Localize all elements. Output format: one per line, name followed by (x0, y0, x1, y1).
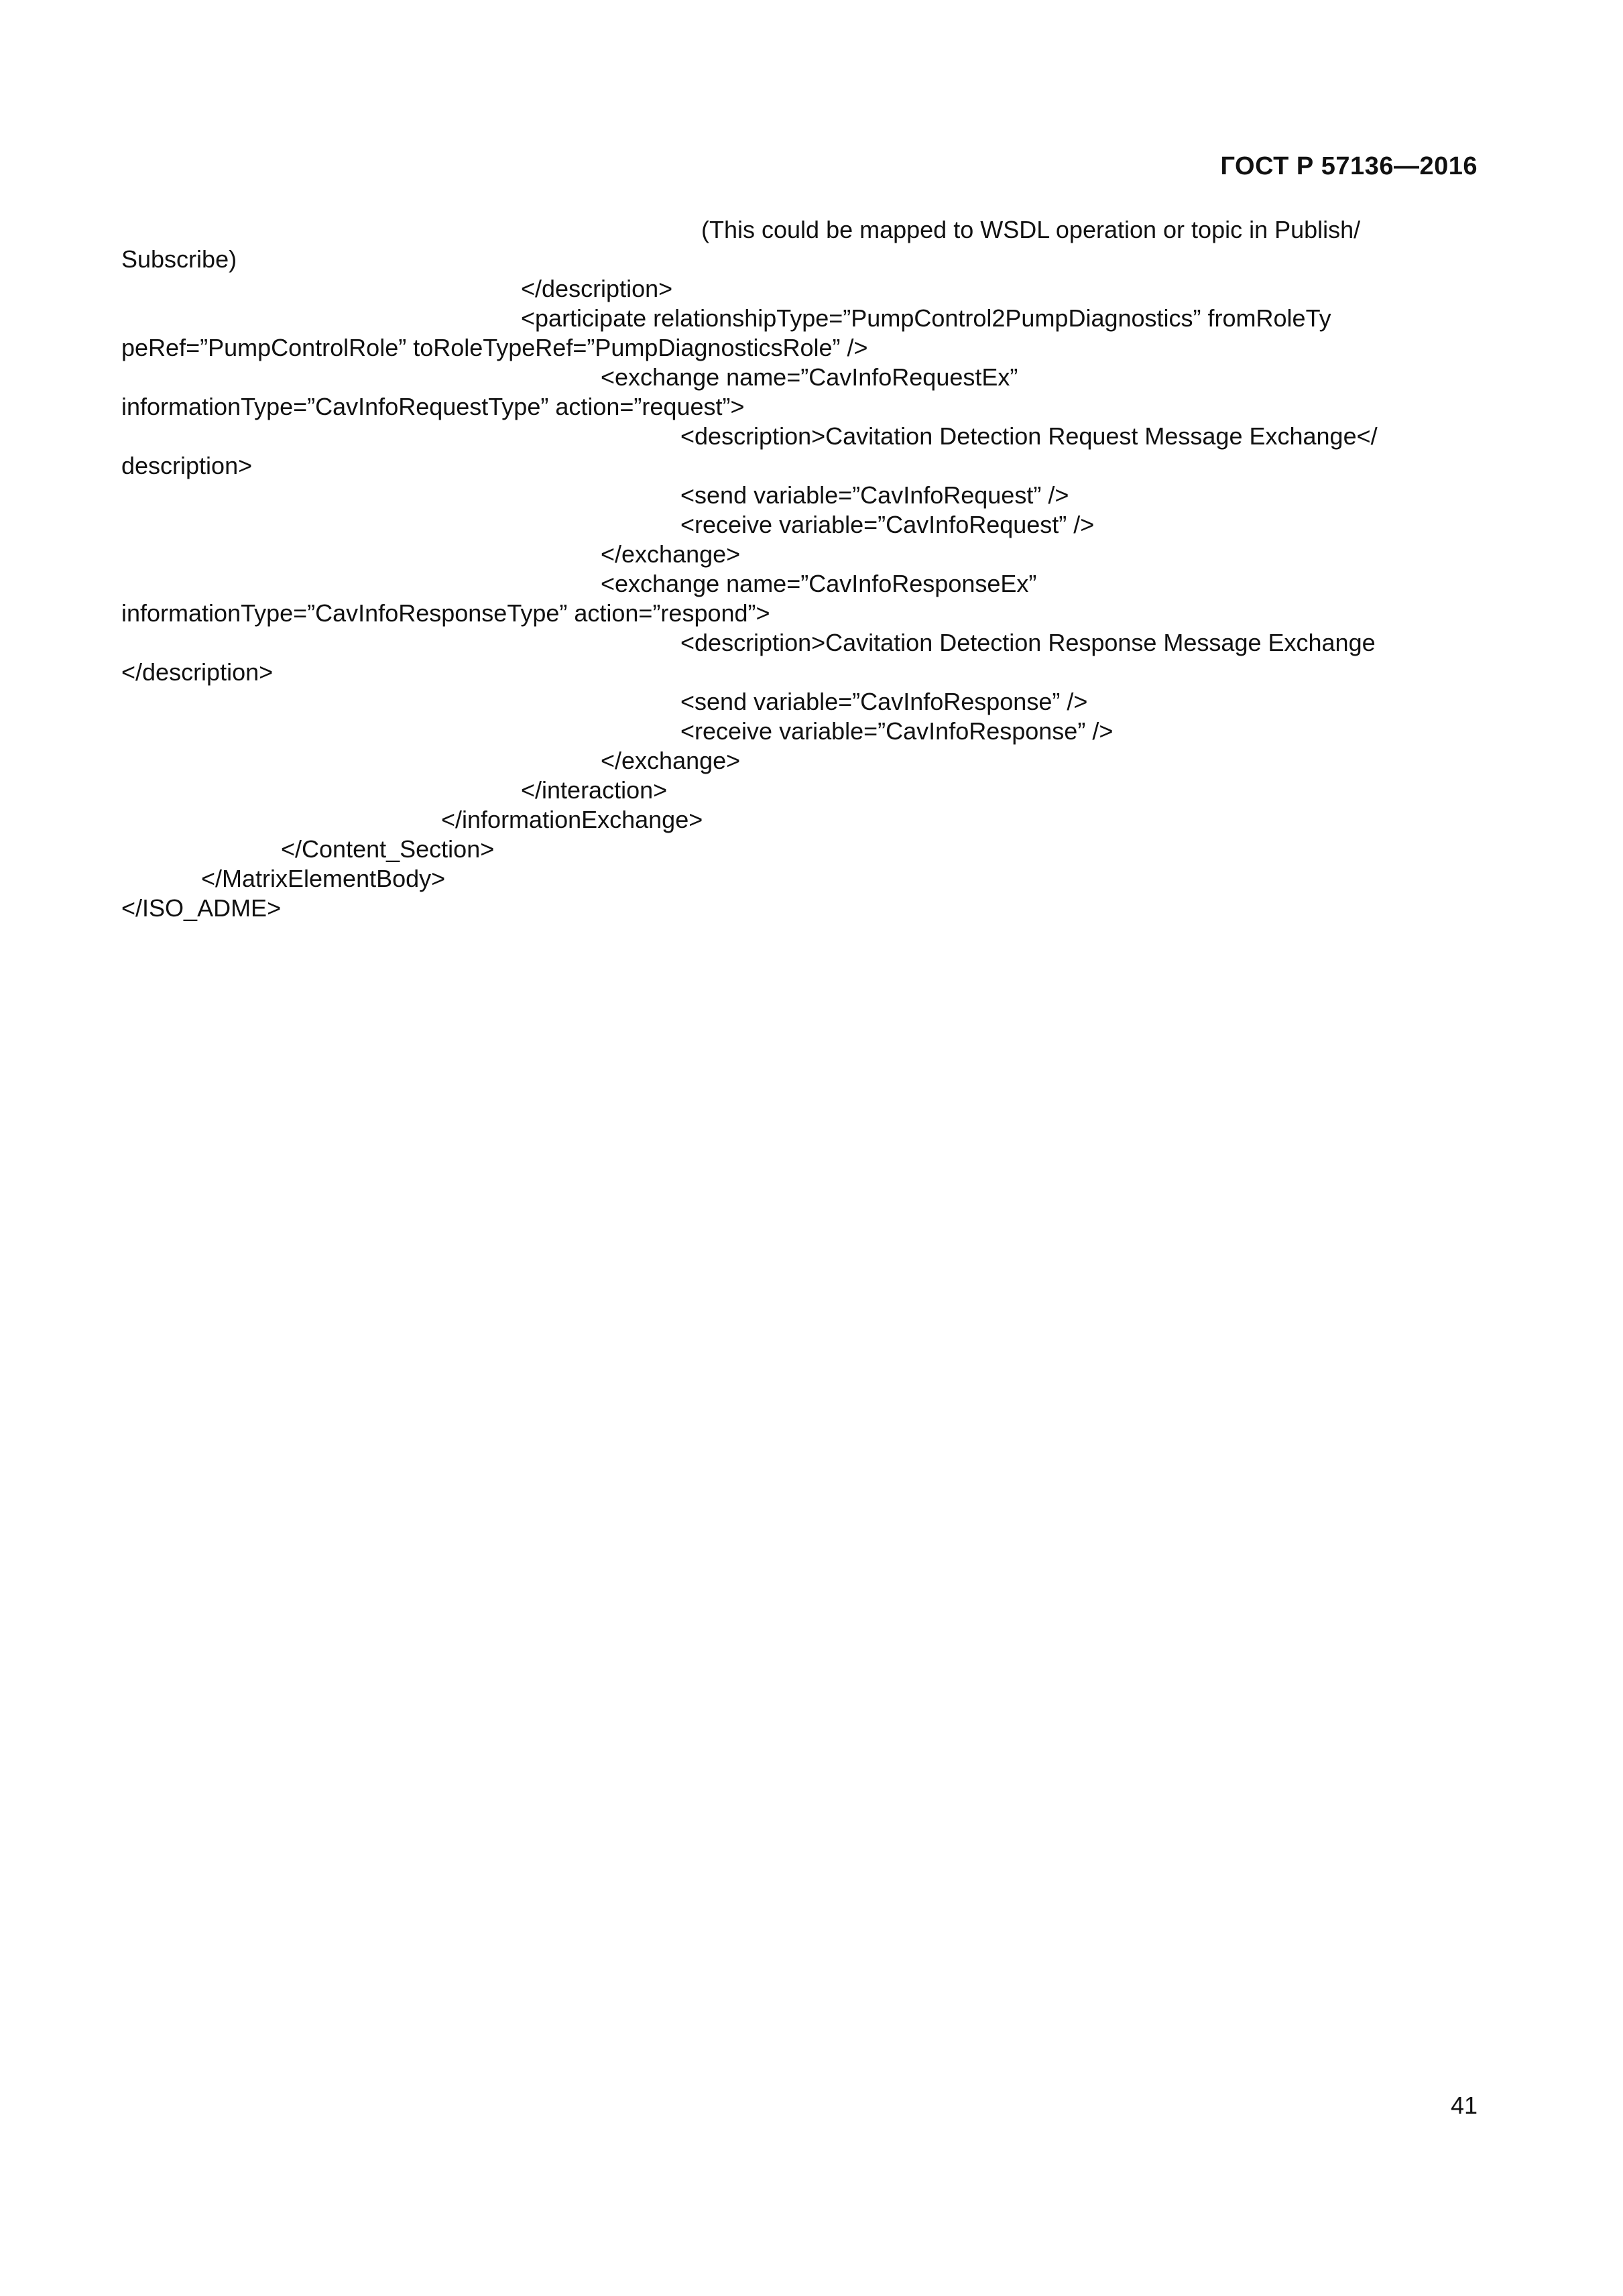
code-line: <exchange name=”CavInfoResponseEx” (601, 570, 1037, 597)
code-line: </description> (521, 275, 673, 302)
code-line: <send variable=”CavInfoResponse” /> (680, 688, 1088, 715)
code-line: informationType=”CavInfoRequestType” action=”request”> (121, 393, 745, 420)
code-line: <description>Cavitation Detection Request Message Exchange</ (680, 422, 1378, 450)
code-line: <receive variable=”CavInfoRequest” /> (680, 511, 1095, 538)
xml-code-listing (121, 215, 1408, 923)
document-standard-code: ГОСТ Р 57136—2016 (1220, 152, 1478, 180)
code-line: </ISO_ADME> (121, 894, 282, 922)
page-number: 41 (1450, 2092, 1478, 2119)
code-line: </description> (121, 658, 274, 686)
code-line: </Content_Section> (281, 835, 495, 863)
code-line: <send variable=”CavInfoRequest” /> (680, 481, 1069, 509)
code-line: informationType=”CavInfoResponseType” action=”respond”> (121, 599, 770, 627)
code-line: <description>Cavitation Detection Response Message Exchange (680, 629, 1376, 656)
code-line: peRef=”PumpControlRole” toRoleTypeRef=”PumpDiagnosticsRole” /> (121, 334, 868, 361)
code-line: </exchange> (601, 540, 741, 568)
code-line: <receive variable=”CavInfoResponse” /> (680, 717, 1114, 745)
code-line: description> (121, 452, 253, 479)
code-line: <participate relationshipType=”PumpControl2PumpDiagnostics” fromRoleTy (521, 304, 1331, 332)
code-line: <exchange name=”CavInfoRequestEx” (601, 363, 1018, 391)
code-line: </interaction> (521, 776, 668, 804)
code-line: </informationExchange> (441, 806, 703, 833)
code-line: </exchange> (601, 747, 741, 774)
code-line: Subscribe) (121, 245, 237, 273)
code-line: (This could be mapped to WSDL operation or topic in Publish/ (701, 216, 1361, 243)
code-line: </MatrixElementBody> (201, 865, 446, 892)
